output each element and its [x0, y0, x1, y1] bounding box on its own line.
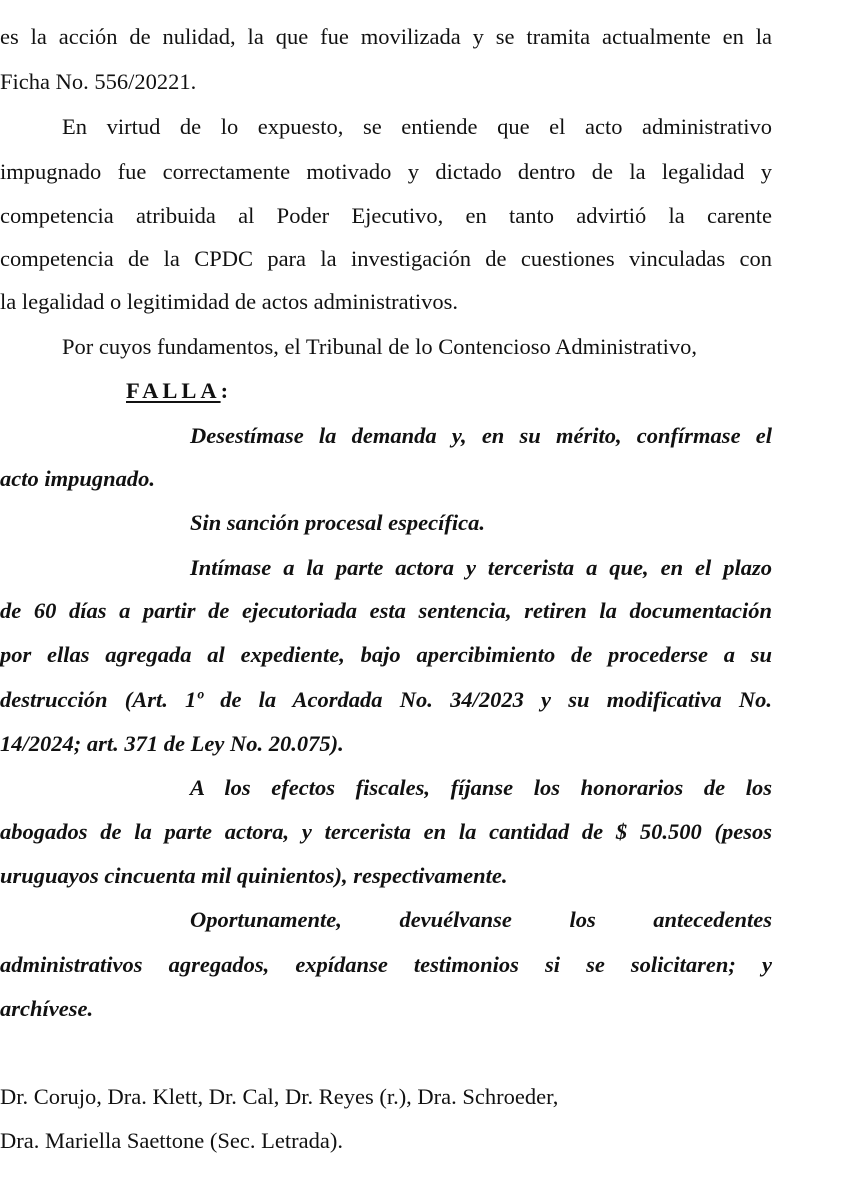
ruling-3-line-4: destrucción (Art. 1º de la Acordada No. 34/2023 y su modificativa No.	[0, 687, 772, 712]
ruling-4-line-3: uruguayos cincuenta mil quinientos), respectivamente.	[0, 863, 508, 888]
signatures-line-1: Dr. Corujo, Dra. Klett, Dr. Cal, Dr. Reyes (r.), Dra. Schroeder,	[0, 1084, 559, 1109]
ruling-1-line-1: Desestímase la demanda y, en su mérito, confírmase el	[190, 423, 772, 448]
ruling-3-line-3: por ellas agregada al expediente, bajo apercibimiento de procederse a su	[0, 642, 772, 667]
ruling-5-line-2: administrativos agregados, expídanse testimonios si se solicitaren; y	[0, 952, 772, 977]
paragraph-3-line-1: Por cuyos fundamentos, el Tribunal de lo Contencioso Administrativo,	[62, 334, 697, 359]
ruling-4-line-2: abogados de la parte actora, y tercerista en la cantidad de $ 50.500 (pesos	[0, 819, 772, 844]
paragraph-1-line-1: es la acción de nulidad, la que fue movilizada y se tramita actualmente en la	[0, 24, 772, 49]
ruling-3-line-5: 14/2024; art. 371 de Ley No. 20.075).	[0, 731, 344, 756]
paragraph-2-line-4: competencia de la CPDC para la investigación de cuestiones vinculadas con	[0, 246, 772, 271]
paragraph-2-line-2: impugnado fue correctamente motivado y dictado dentro de la legalidad y	[0, 159, 772, 184]
paragraph-2-line-3: competencia atribuida al Poder Ejecutivo, en tanto advirtió la carente	[0, 203, 772, 228]
ruling-3-line-1: Intímase a la parte actora y tercerista a que, en el plazo	[190, 555, 772, 580]
falla-word: FALLA	[126, 378, 221, 403]
signatures-line-2: Dra. Mariella Saettone (Sec. Letrada).	[0, 1128, 343, 1153]
paragraph-2-line-1: En virtud de lo expuesto, se entiende que el acto administrativo	[62, 114, 772, 139]
ruling-5-line-3: archívese.	[0, 996, 94, 1021]
ruling-1-line-2: acto impugnado.	[0, 466, 156, 491]
ruling-5-line-1: Oportunamente, devuélvanse los antecedentes	[190, 907, 772, 932]
paragraph-1-line-2: Ficha No. 556/20221.	[0, 69, 197, 94]
ruling-2-line-1: Sin sanción procesal específica.	[190, 510, 485, 535]
paragraph-2-line-5: la legalidad o legitimidad de actos administrativos.	[0, 289, 459, 314]
falla-colon: :	[220, 378, 233, 403]
ruling-4-line-1: A los efectos fiscales, fíjanse los honorarios de los	[190, 775, 772, 800]
ruling-3-line-2: de 60 días a partir de ejecutoriada esta sentencia, retiren la documentación	[0, 598, 772, 623]
falla-heading	[126, 376, 232, 406]
